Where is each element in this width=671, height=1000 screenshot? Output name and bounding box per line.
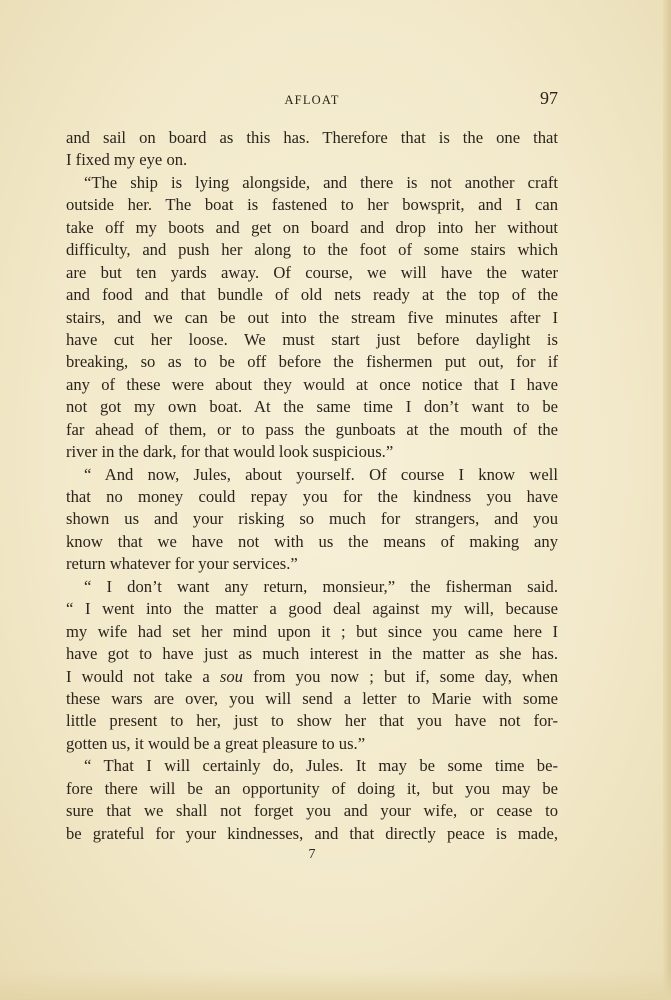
- text-line: not got my own boat. At the same time I don’t want to be: [66, 397, 558, 417]
- page-header: [66, 88, 558, 112]
- text-line: return whatever for your services.”: [66, 554, 298, 574]
- text-line: are but ten yards away. Of course, we will have the water: [66, 262, 558, 282]
- text-line: difficulty, and push her along to the foot of some stairs which: [66, 240, 558, 260]
- text-line: that no money could repay you for the kindness you have: [66, 487, 558, 506]
- text-line: take off my boots and get on board and drop into her without: [66, 217, 558, 237]
- page-bottom-shadow: [0, 970, 671, 1000]
- page-edge: [663, 0, 671, 1000]
- text-segment: I would not take a: [66, 666, 210, 686]
- text-line: breaking, so as to be off before the fishermen put out, for if: [66, 352, 558, 372]
- text-line: “The ship is lying alongside, and there is not another craft: [84, 172, 558, 192]
- page-number: 97: [540, 88, 558, 108]
- text-line: my wife had set her mind upon it ; but since you came here I: [66, 621, 558, 641]
- text-line: know that we have not with us the means of making any: [66, 531, 558, 551]
- text-line: river in the dark, for that would look suspicious.”: [66, 442, 394, 462]
- text-line: little present to her, just to show her that you have not for-: [66, 711, 558, 731]
- text-line: have cut her loose. We must start just before daylight is: [66, 329, 558, 349]
- text-line: and food and that bundle of old nets ready at the top of the: [66, 285, 558, 305]
- text-line: stairs, and we can be out into the stream five minutes after I: [66, 307, 558, 327]
- text-line: outside her. The boat is fastened to her bowsprit, and I can: [66, 195, 558, 215]
- text-line: [66, 666, 558, 688]
- text-line: sure that we shall not forget you and your wife, or cease to: [66, 801, 558, 821]
- text-line: “ That I will certainly do, Jules. It may be some time be-: [84, 756, 558, 776]
- running-head: AFLOAT: [284, 93, 340, 107]
- text-line: “ I don’t want any return, monsieur,” the fisherman said.: [84, 576, 558, 596]
- text-line: these wars are over, you will send a letter to Marie with some: [66, 688, 558, 708]
- italic-word: sou: [219, 666, 243, 686]
- text-line: and sail on board as this has. Therefore that is the one that: [66, 128, 558, 147]
- text-line: I fixed my eye on.: [66, 150, 188, 170]
- text-line: any of these were about they would at once notice that I have: [66, 374, 558, 394]
- signature-mark: 7: [308, 847, 316, 862]
- text-line: “ And now, Jules, about yourself. Of course I know well: [84, 464, 558, 484]
- text-line: far ahead of them, or to pass the gunboats at the mouth of the: [66, 419, 558, 439]
- text-line: fore there will be an opportunity of doing it, but you may be: [66, 778, 558, 798]
- text-segment: from you now ; but if, some day, when: [253, 666, 559, 686]
- text-line: be grateful for your kindnesses, and that directly peace is made,: [66, 823, 558, 843]
- text-line: gotten us, it would be a great pleasure to us.”: [66, 733, 366, 753]
- body-text: [66, 127, 558, 845]
- text-line: “ I went into the matter a good deal against my will, because: [66, 599, 558, 619]
- text-line: shown us and your risking so much for strangers, and you: [66, 509, 558, 529]
- text-line: have got to have just as much interest in the matter as she has.: [66, 644, 558, 664]
